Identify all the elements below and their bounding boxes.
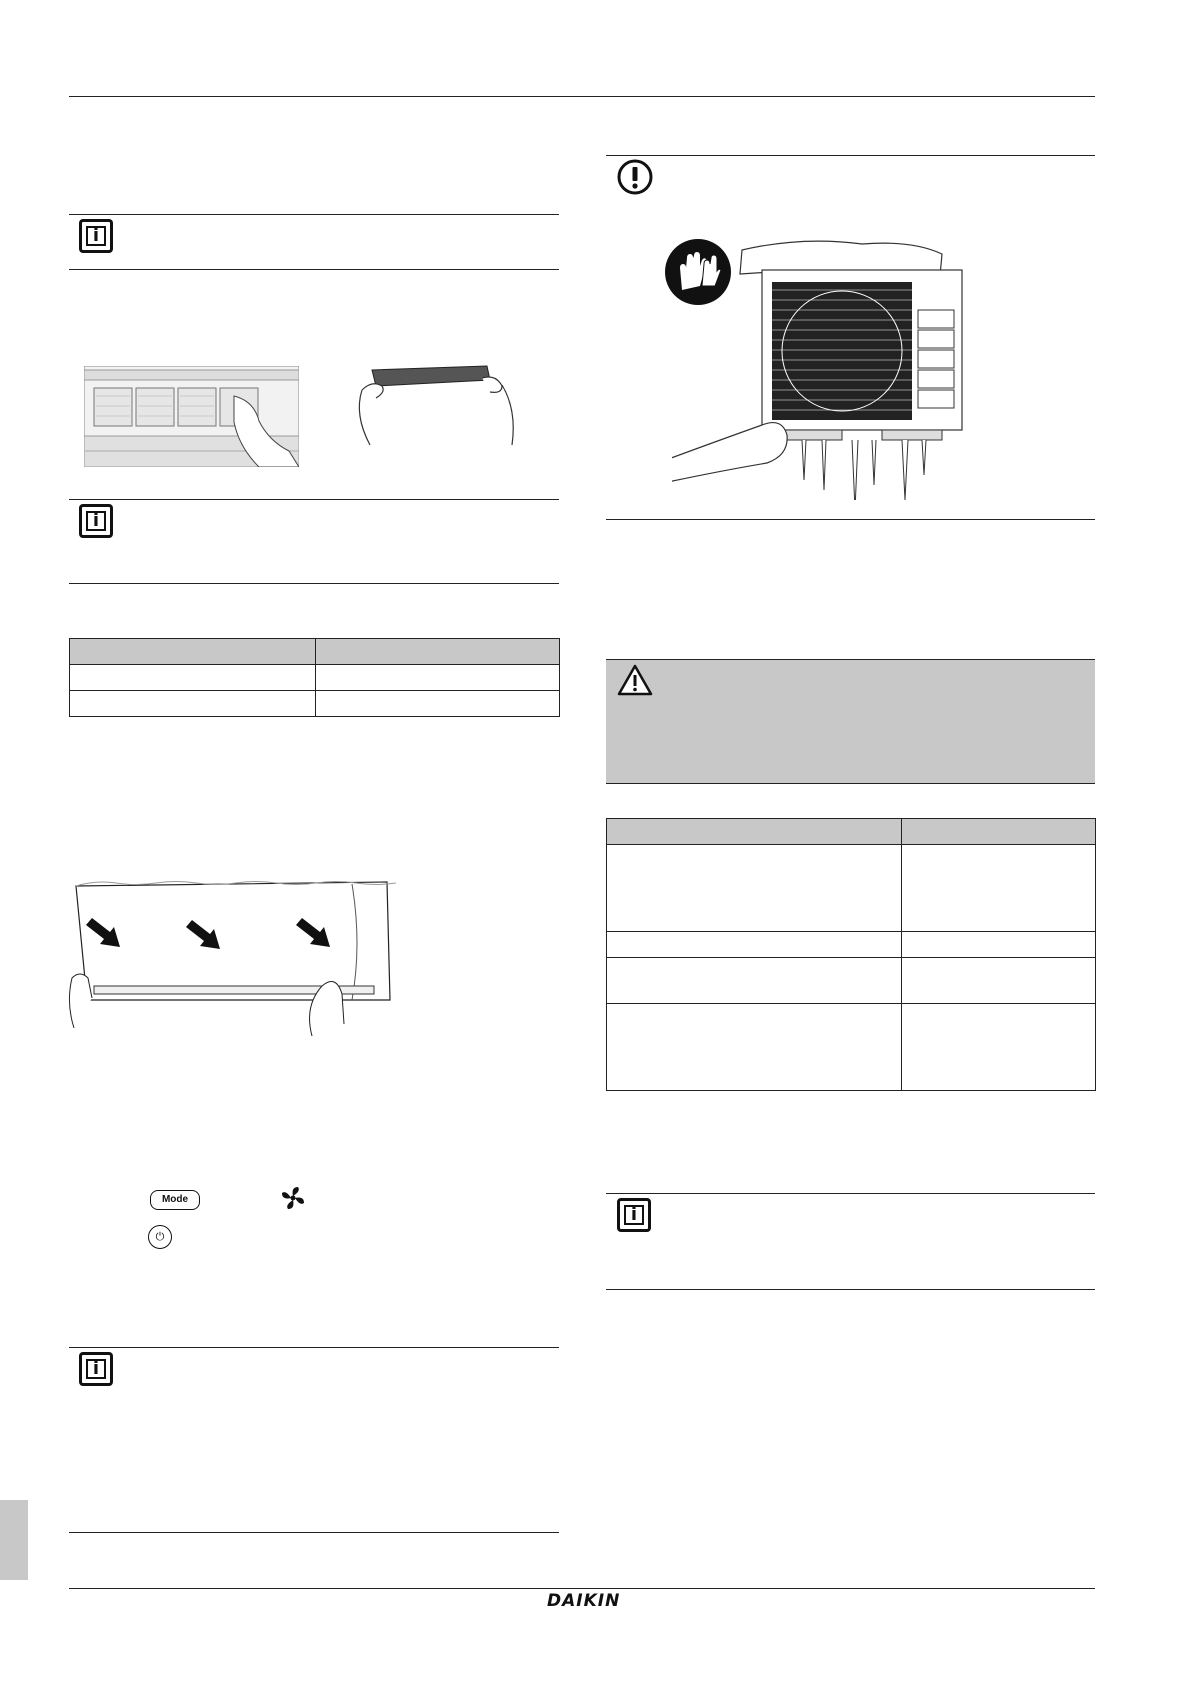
right-table-cell	[607, 1004, 902, 1091]
caution-band	[606, 660, 1095, 783]
left-table-cell	[316, 665, 560, 691]
right-table-cell	[902, 958, 1096, 1004]
right-table-cell	[607, 845, 902, 932]
power-button[interactable]: ⏻	[148, 1225, 172, 1249]
info-block-4-top-rule	[606, 1193, 1095, 1194]
right-table-cell	[902, 932, 1096, 958]
info-block-1-top-rule	[69, 214, 559, 215]
info-block-2-top-rule	[69, 499, 559, 500]
exclamation-icon	[617, 159, 653, 195]
filter-holding-illustration	[352, 360, 527, 450]
outdoor-unit-illustration	[672, 230, 1002, 500]
front-panel-illustration	[62, 878, 402, 1038]
fan-icon	[280, 1185, 306, 1211]
warning-triangle-icon	[617, 664, 653, 696]
info-block-3-bottom-rule	[69, 1532, 559, 1533]
header-rule	[69, 96, 1095, 97]
info-block-2-bottom-rule	[69, 583, 559, 584]
left-table-header-cell	[70, 639, 316, 665]
left-table-header-cell	[316, 639, 560, 665]
right-table-cell	[607, 932, 902, 958]
left-table-cell	[70, 665, 316, 691]
right-table-cell	[607, 958, 902, 1004]
left-table-cell	[316, 691, 560, 717]
left-table	[69, 638, 560, 717]
info-icon: i	[617, 1198, 651, 1232]
info-block-4-bottom-rule	[606, 1289, 1095, 1290]
mode-button[interactable]: Mode	[150, 1190, 200, 1210]
notice-top-rule	[606, 155, 1095, 156]
notice-bottom-rule	[606, 519, 1095, 520]
caution-bottom-rule	[606, 783, 1095, 784]
info-icon: i	[79, 504, 113, 538]
footer-rule	[69, 1588, 1095, 1589]
left-table-cell	[70, 691, 316, 717]
filter-removal-illustration	[84, 366, 299, 467]
info-block-1-bottom-rule	[69, 269, 559, 270]
daikin-logo: DAIKIN	[547, 1591, 621, 1611]
info-block-3-top-rule	[69, 1347, 559, 1348]
right-table-header-cell	[607, 819, 902, 845]
info-icon: i	[79, 219, 113, 253]
side-tab	[0, 1500, 28, 1580]
right-table	[606, 818, 1096, 1091]
right-table-cell	[902, 845, 1096, 932]
info-icon: i	[79, 1352, 113, 1386]
right-table-cell	[902, 1004, 1096, 1091]
right-table-header-cell	[902, 819, 1096, 845]
